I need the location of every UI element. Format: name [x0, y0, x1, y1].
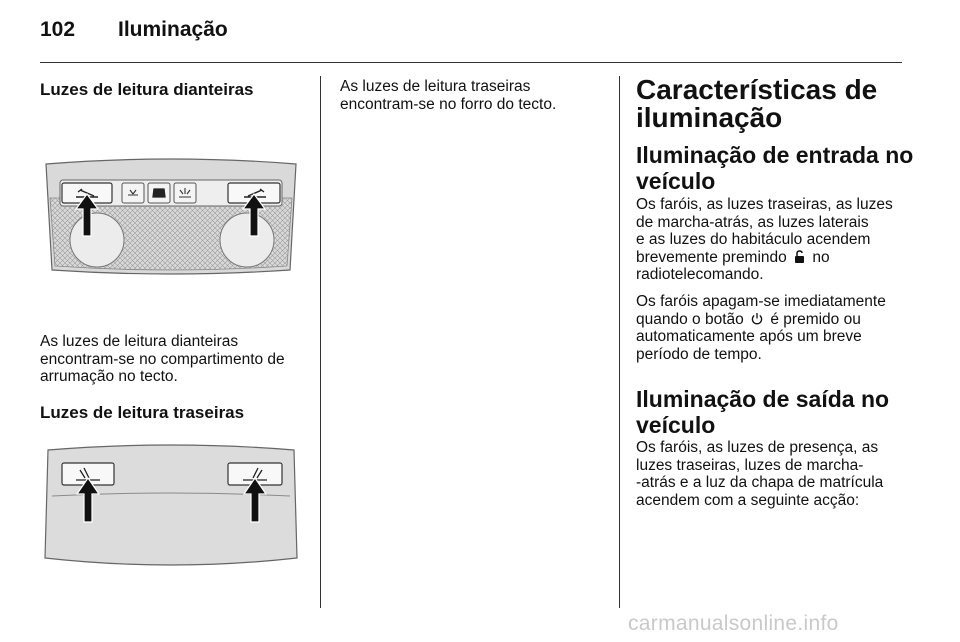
- exit-lighting-paragraph-1: Os faróis, as luzes de presença, as luzes traseiras, luzes de marcha- -atrás e a luz da chapa de matrícula acendem com a seguinte acção:: [636, 439, 884, 509]
- heading-lighting-features: Características de iluminação: [636, 74, 878, 133]
- heading-rear-reading-lights: Luzes de leitura traseiras: [40, 403, 245, 422]
- entry-lighting-paragraph-2: Os faróis apagam-se imediatamente quando o botão é premido ou automaticamente após um breve período de tempo.: [636, 293, 886, 363]
- front-door-light-button: [122, 183, 144, 203]
- dome-light-icon: [153, 189, 165, 197]
- rear-reading-lights-text: As luzes de leitura traseiras encontram-se no forro do tecto.: [340, 78, 557, 113]
- entry-lighting-paragraph-1: Os faróis, as luzes traseiras, as luzes de marcha-atrás, as luzes laterais e as luzes do habitáculo acendem brevemente premindo no radiotelecomando.: [636, 196, 893, 283]
- rear-reading-lights-figure: [40, 440, 302, 572]
- front-reading-lights-text: As luzes de leitura dianteiras encontram-se no compartimento de arrumação no tecto.: [40, 333, 285, 385]
- front-reading-lights-figure: [40, 158, 302, 280]
- unlock-icon: [794, 250, 805, 263]
- header-rule: [40, 62, 902, 63]
- column-divider: [619, 76, 620, 608]
- heading-exit-lighting: Iluminação de saída no veículo: [636, 386, 890, 438]
- page-number: 102: [40, 18, 76, 41]
- column-divider: [320, 76, 321, 608]
- watermark: carmanualsonline.info: [628, 612, 839, 635]
- heading-entry-lighting: Iluminação de entrada no veículo: [636, 142, 914, 194]
- page-title: Iluminação: [118, 18, 228, 41]
- power-icon: [751, 312, 763, 325]
- heading-front-reading-lights: Luzes de leitura dianteiras: [40, 80, 254, 99]
